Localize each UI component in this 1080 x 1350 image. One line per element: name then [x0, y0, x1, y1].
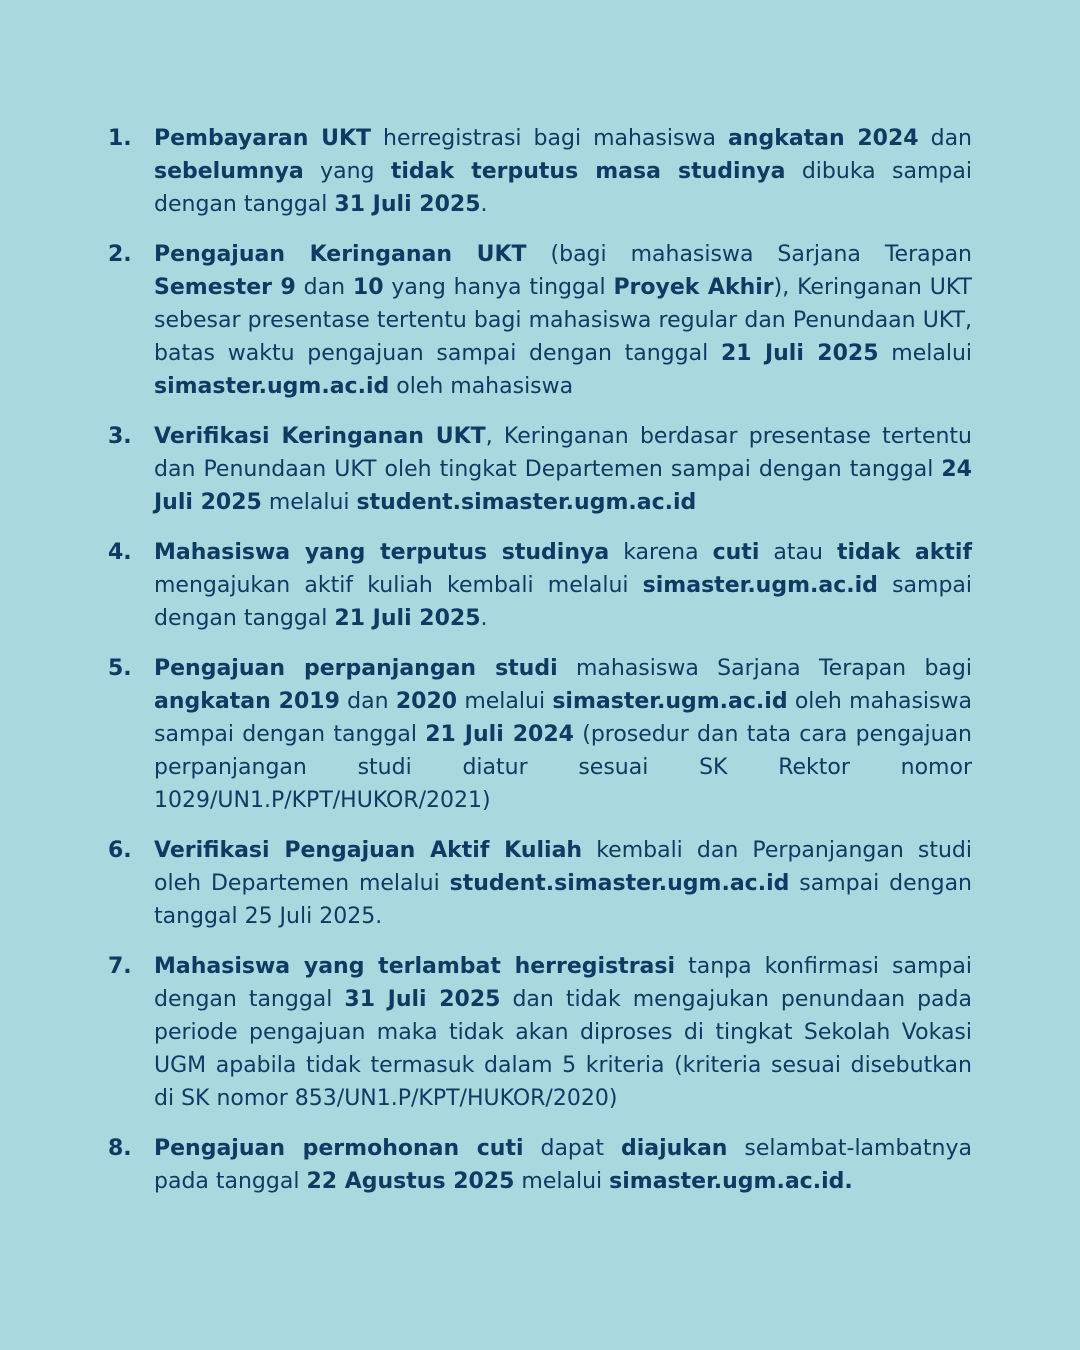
list-item	[108, 950, 972, 1115]
text-regular: mengajukan aktif kuliah kembali melalui	[154, 573, 643, 598]
text-regular: melalui	[457, 689, 553, 714]
text-bold: Verifikasi Pengajuan Aktif Kuliah	[154, 838, 583, 863]
text-bold: angkatan 2019	[154, 689, 340, 714]
text-regular: sampai dengan tanggal 25 Juli 2025.	[154, 871, 972, 929]
text-regular: herregistrasi bagi mahasiswa	[371, 126, 728, 151]
text-bold: diajukan	[620, 1136, 728, 1161]
text-regular: sampai dengan tanggal	[154, 573, 972, 631]
text-bold: tidak aktif	[836, 540, 973, 565]
item-text	[154, 536, 972, 635]
text-bold: 24 Juli 2025	[154, 457, 972, 515]
text-bold: student.simaster.ugm.ac.id	[356, 490, 697, 515]
text-regular: ), Keringanan UKT sebesar presentase tertentu bagi mahasiswa regular dan Penundaan UKT, batas waktu pengajuan sampai dengan tanggal	[154, 275, 972, 366]
list-item	[108, 834, 972, 933]
text-regular: tanpa konfirmasi sampai dengan tanggal	[154, 954, 972, 1012]
text-bold: Pengajuan permohonan cuti	[154, 1136, 524, 1161]
text-bold: 2020	[395, 689, 458, 714]
item-text	[154, 834, 972, 933]
text-regular: yang hanya tinggal	[383, 275, 614, 300]
text-regular: melalui	[261, 490, 357, 515]
text-regular: melalui	[514, 1169, 610, 1194]
text-bold: 21 Juli 2024	[425, 722, 574, 747]
text-bold: 10	[352, 275, 384, 300]
text-bold: simaster.ugm.ac.id	[552, 689, 788, 714]
text-bold: Pengajuan perpanjangan studi	[154, 656, 558, 681]
text-bold: 31 Juli 2025	[344, 987, 501, 1012]
text-regular: (prosedur dan tata cara pengajuan perpanjangan studi diatur sesuai SK Rektor nomor 1029/UN1.P/KPT/HUKOR/2021)	[154, 722, 973, 813]
text-bold: Mahasiswa yang terlambat herregistrasi	[154, 954, 676, 979]
item-number: 4.	[108, 540, 132, 565]
list-item	[108, 122, 972, 221]
text-regular: mahasiswa Sarjana Terapan bagi	[557, 656, 972, 681]
text-regular: .	[480, 606, 488, 631]
text-bold: simaster.ugm.ac.id	[154, 374, 390, 399]
item-text	[154, 238, 972, 403]
text-regular: dibuka sampai dengan tanggal	[154, 159, 972, 217]
item-number: 1.	[108, 126, 132, 151]
item-text	[154, 1132, 972, 1198]
text-regular: (bagi mahasiswa Sarjana Terapan	[526, 242, 972, 267]
text-regular: oleh mahasiswa sampai dengan tanggal	[154, 689, 972, 747]
text-regular: dapat	[523, 1136, 621, 1161]
text-regular: , Keringanan berdasar presentase tertentu dan Penundaan UKT oleh tingkat Departemen sampai dengan tanggal	[154, 424, 972, 482]
text-bold: cuti	[712, 540, 760, 565]
text-bold: student.simaster.ugm.ac.id	[449, 871, 790, 896]
list-item	[108, 1132, 972, 1198]
text-regular: atau	[759, 540, 837, 565]
item-number: 7.	[108, 954, 132, 979]
list-item	[108, 420, 972, 519]
info-list	[108, 122, 972, 1198]
item-text	[154, 652, 972, 817]
text-regular: .	[480, 192, 488, 217]
text-bold: Semester 9	[154, 275, 296, 300]
text-regular: yang	[303, 159, 391, 184]
text-bold: Verifikasi Keringanan UKT	[154, 424, 486, 449]
list-item	[108, 652, 972, 817]
item-number: 6.	[108, 838, 132, 863]
text-bold: Proyek Akhir	[613, 275, 774, 300]
text-bold: simaster.ugm.ac.id.	[609, 1169, 853, 1194]
text-bold: 22 Agustus 2025	[306, 1169, 515, 1194]
text-regular: kembali dan Perpanjangan studi oleh Departemen melalui	[154, 838, 972, 896]
item-number: 8.	[108, 1136, 132, 1161]
text-bold: Mahasiswa yang terputus studinya	[154, 540, 610, 565]
list-item	[108, 536, 972, 635]
text-bold: simaster.ugm.ac.id	[642, 573, 878, 598]
text-bold: 21 Juli 2025	[334, 606, 481, 631]
item-number: 5.	[108, 656, 132, 681]
text-regular: dan	[295, 275, 353, 300]
item-text	[154, 950, 972, 1115]
list-item	[108, 238, 972, 403]
item-text	[154, 420, 972, 519]
text-regular: dan tidak mengajukan penundaan pada periode pengajuan maka tidak akan diproses di tingkat Sekolah Vokasi UGM apabila tidak termasuk dalam 5 kriteria (kriteria sesuai disebutkan di SK nomor 853/UN1.P/KPT/HUKOR/2020)	[154, 987, 972, 1111]
text-bold: tidak terputus masa studinya	[390, 159, 786, 184]
text-bold: 31 Juli 2025	[334, 192, 481, 217]
text-regular: selambat-lambatnya pada tanggal	[154, 1136, 972, 1194]
text-regular: dan	[918, 126, 973, 151]
item-number: 3.	[108, 424, 132, 449]
item-number: 2.	[108, 242, 132, 267]
text-regular: oleh mahasiswa	[389, 374, 574, 399]
text-regular: dan	[339, 689, 396, 714]
text-bold: Pengajuan Keringanan UKT	[154, 242, 527, 267]
text-regular: karena	[609, 540, 713, 565]
item-text	[154, 122, 972, 221]
text-bold: Pembayaran UKT	[154, 126, 372, 151]
text-bold: 21 Juli 2025	[720, 341, 879, 366]
text-bold: angkatan 2024	[727, 126, 919, 151]
text-bold: sebelumnya	[154, 159, 304, 184]
text-regular: melalui	[878, 341, 972, 366]
